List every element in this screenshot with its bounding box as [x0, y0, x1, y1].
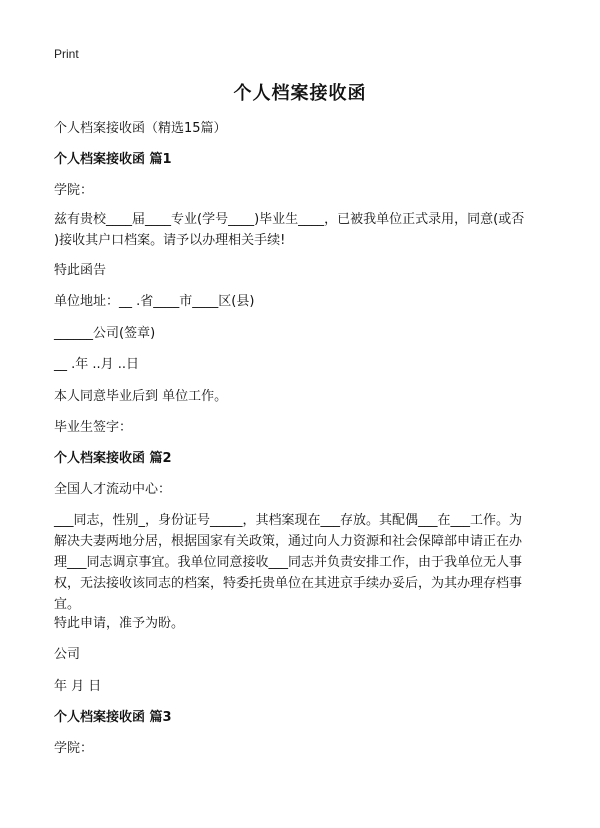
section-2-body [54, 510, 554, 615]
document-title: 个人档案接收函 [233, 83, 367, 104]
section-1-body [54, 209, 554, 251]
print-label: Print [54, 47, 79, 61]
section-2-body-line: 解决夫妻两地分居，根据国家有关政策，通过向人力资源和社会保障部申请正在办 [54, 534, 523, 549]
section-2-date: 年 月 日 [54, 679, 102, 694]
section-2-salutation: 全国人才流动中心： [54, 482, 172, 497]
section-2-closing: 特此申请，准予为盼。 [54, 616, 185, 631]
section-2-heading: 个人档案接收函 篇2 [54, 451, 172, 466]
section-1-body-line: )接收其户口档案。请予以办理相关手续! [54, 233, 286, 248]
section-1-signature: 毕业生签字： [54, 420, 133, 435]
section-1-date: __ .年 ..月 ..日 [54, 357, 140, 372]
section-1-salutation: 学院： [54, 183, 94, 198]
document-subtitle: 个人档案接收函（精选15篇） [54, 121, 227, 136]
section-1-body-line: 兹有贵校____届____专业(学号____)毕业生____，已被我单位正式录用，同意(或否 [54, 212, 525, 227]
section-3-salutation: 学院： [54, 741, 94, 756]
section-2-body-line: 权，无法接收该同志的档案，特委托贵单位在其进京手续办妥后，为其办理存档事 [54, 576, 523, 591]
section-1-address: 单位地址：__ .省____市____区(县) [54, 294, 255, 309]
section-1-heading: 个人档案接收函 篇1 [54, 152, 172, 167]
section-3-heading: 个人档案接收函 篇3 [54, 710, 172, 725]
section-2-body-line: ___同志，性别_，身份证号_____，其档案现在___存放。其配偶___在___工作。为 [54, 513, 523, 528]
section-1-notice: 特此函告 [54, 263, 107, 278]
section-2-body-line: 理___同志调京事宜。我单位同意接收___同志并负责安排工作，由于我单位无人事 [54, 555, 523, 570]
section-2-body-line: 宜。 [54, 597, 81, 612]
section-1-agreement: 本人同意毕业后到 单位工作。 [54, 389, 228, 404]
section-2-company: 公司 [54, 647, 81, 662]
section-1-company-seal: ______公司(签章) [54, 326, 156, 341]
